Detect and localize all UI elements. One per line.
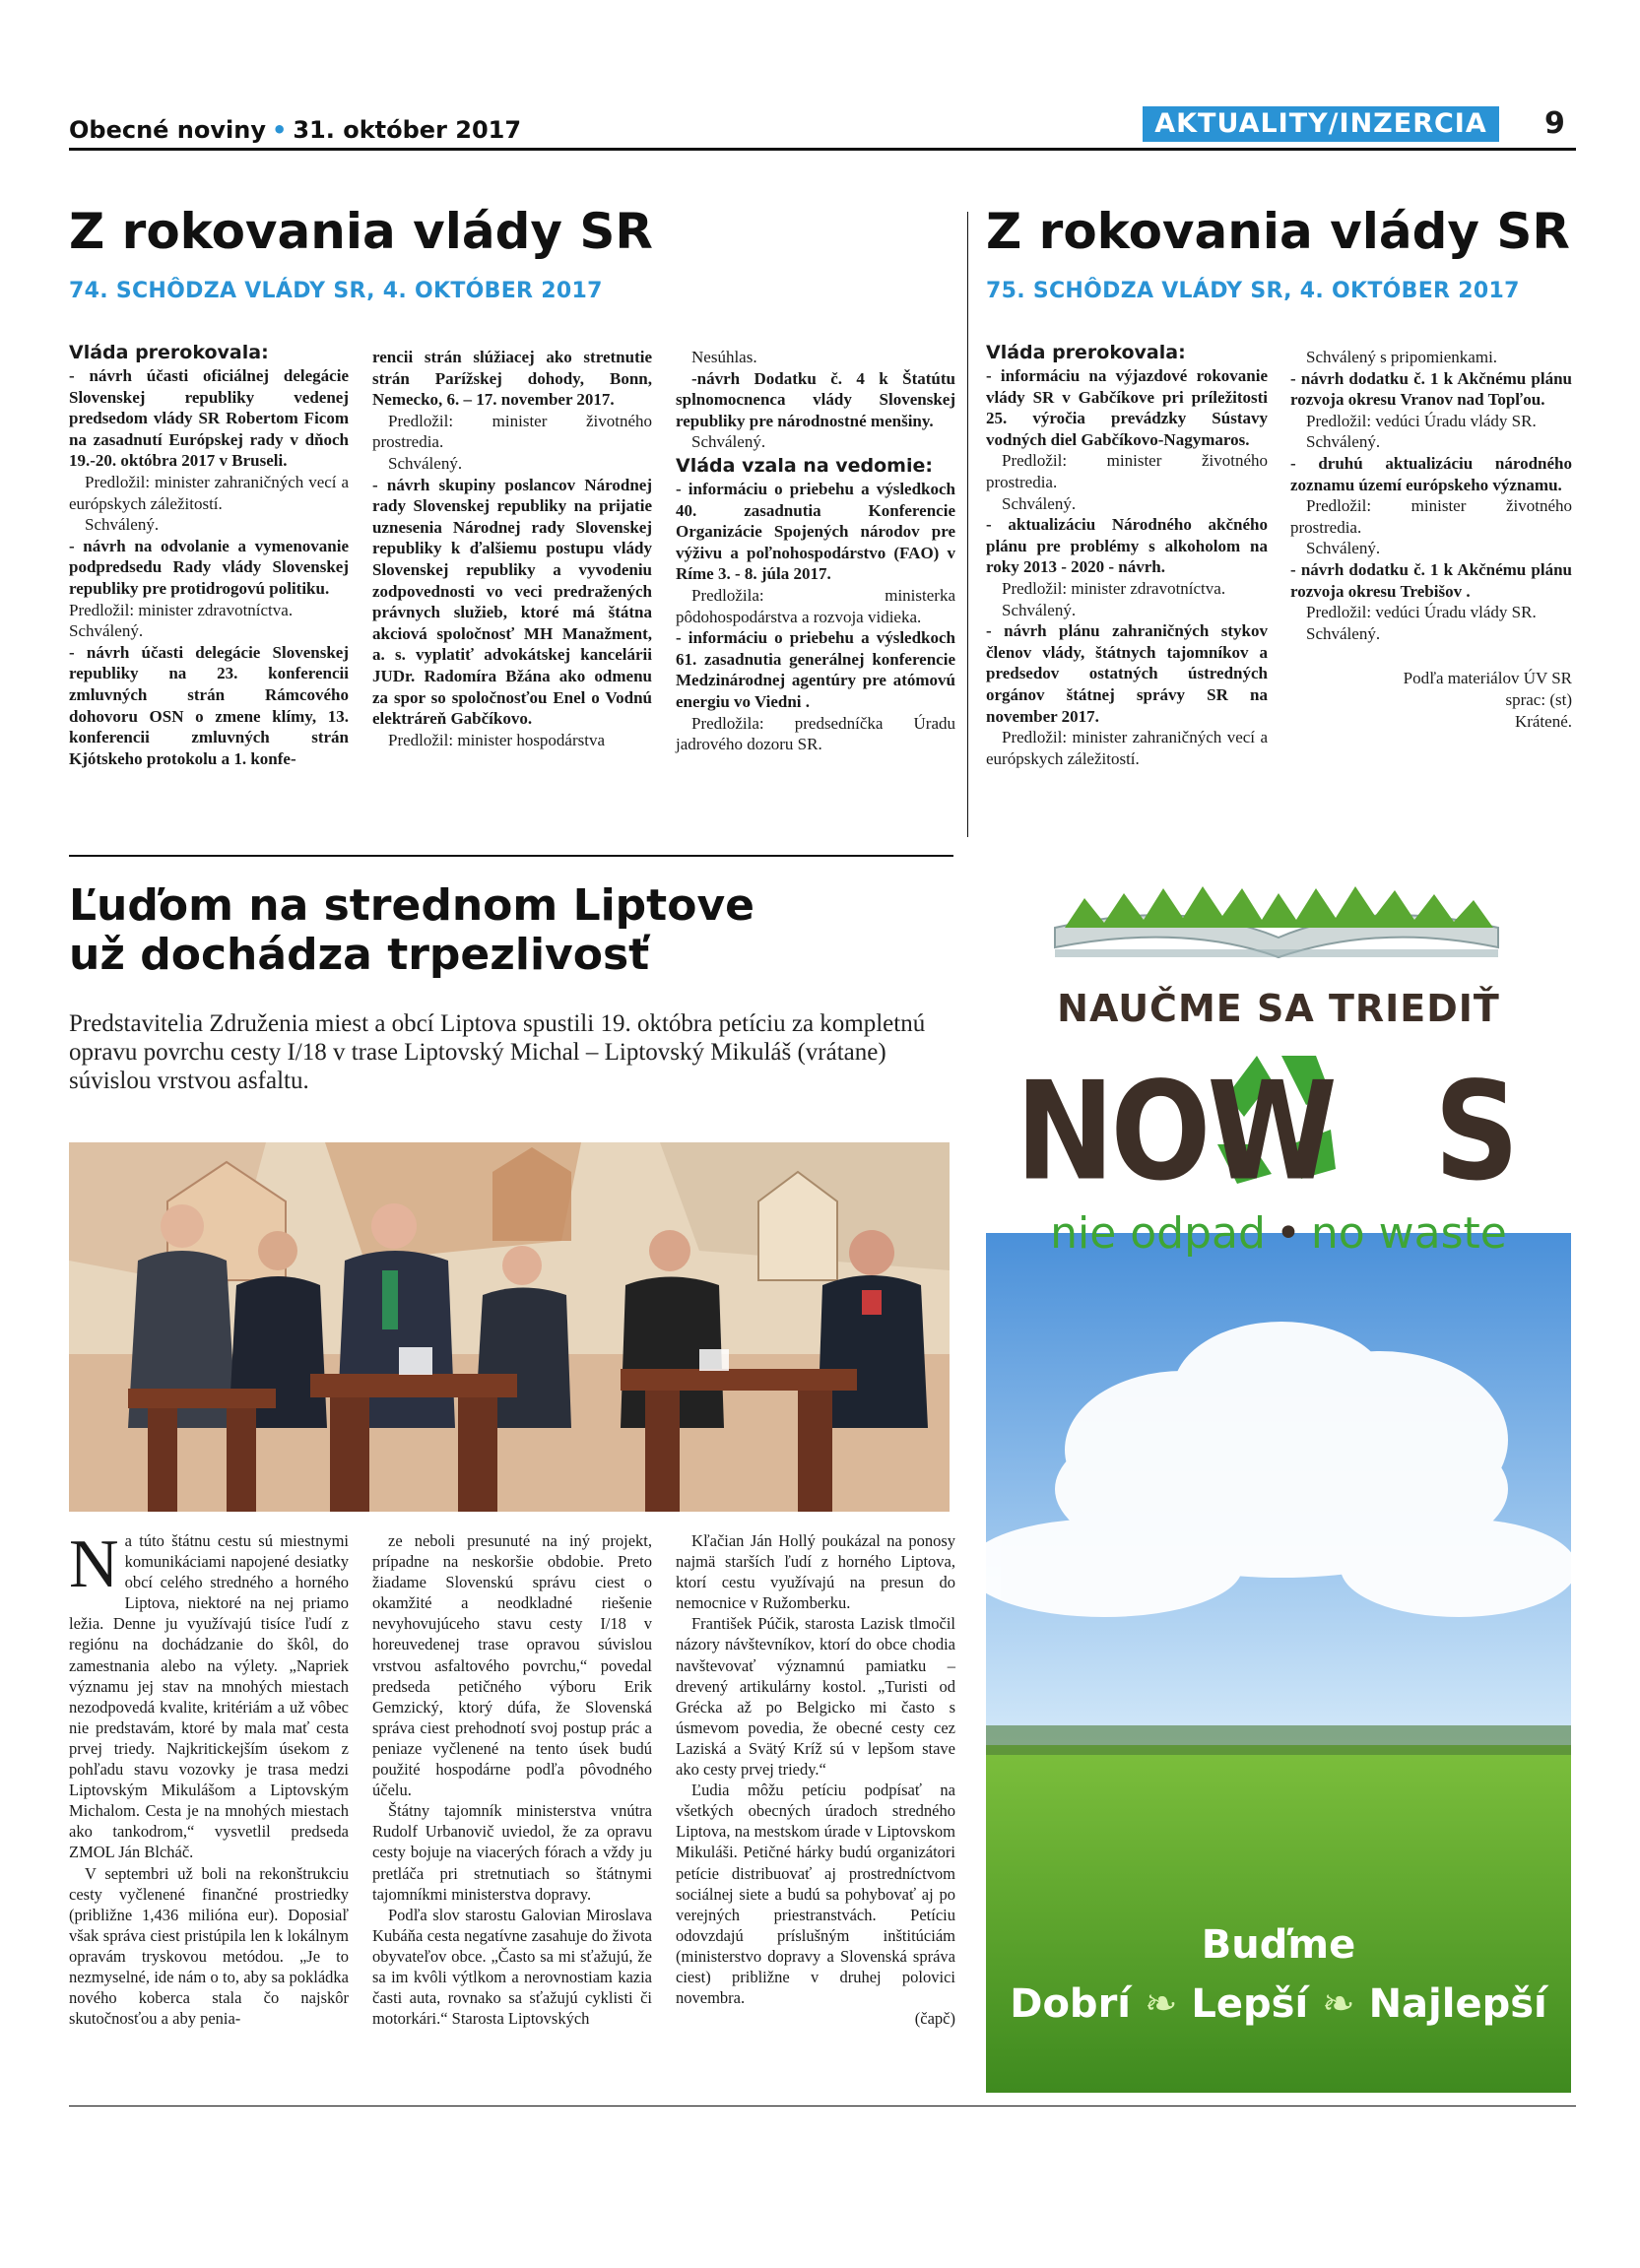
digest-paragraph: Predložil: minister životného prostredia. (372, 411, 652, 452)
article-paragraph (676, 1530, 955, 1613)
digest-paragraph (1290, 644, 1572, 668)
digest-paragraph: Predložila: ministerka pôdohospodárstva a rozvoja vidieka. (676, 585, 955, 626)
main-article-lead: Predstavitelia Združenia miest a obcí Liptova spustili 19. októbra petíciu za kompletnú opravu povrchu cesty I/18 v trase Liptovský Michal – Liptovský Mikuláš (vrátane) súvislou vrstvou asfaltu. (69, 1010, 926, 1094)
ad-slogan-word-3: Najlepší (1368, 1981, 1547, 2027)
body-paragraph: ze neboli presunuté na iný projekt, prípadne na neskoršie obdobie. Preto žiadame Slovenskú správu ciest o okamžité a neodkladné riešenie nevyhovujúceho stavu cesty I/18 v horeuvedenej trase opravou súvislou vrstvou asfaltového povrchu,“ povedal predseda petičného výboru Erik Gemzický, ktorý dúfa, že Slovenská správa ciest prehodnotí svoj postup prác a peniaze vyčlenené na tento úsek budú použité hospodárne podľa pôvodného účelu. (372, 1531, 652, 1800)
press-conference-photo (69, 1142, 950, 1512)
digest-paragraph: Predložil: minister zdravotníctva. (69, 600, 294, 619)
ad-logo-left: NOW (1016, 1054, 1334, 1211)
left-article-title: Z rokovania vlády SR (69, 203, 653, 260)
digest-paragraph: - návrh plánu zahraničných stykov členov vlády, štátnych tajomníkov a predsedov ostatných ústredných orgánov štátnej správy SR na november 2017. (986, 621, 1268, 726)
digest-paragraph: - návrh skupiny poslancov Národnej rady Slovenskej republiky na prijatie uznesenia Národnej rady Slovenskej republiky k ďalšiemu postupu vlády Slovenskej republiky a vyvodeniu zodpovednosti vo veci predražených právnych služieb, ktoré má štátna akciová spoločnosť MH Manažment, a. s. vyplatiť advokátskej kancelárii JUDr. Radomíra Bžána ako odmenu za spor so spoločnosťou Enel o Vodnú elektráreň Gabčíkovo. (372, 475, 652, 729)
right-article-subtitle: 75. SCHÔDZA VLÁDY SR, 4. OKTÓBER 2017 (986, 279, 1520, 303)
digest-paragraph: Predložil: minister zdravotníctva. (1002, 578, 1226, 598)
digest-paragraph: - návrh účasti oficiálnej delegácie Slovenskej republiky vedenej predsedom vlády SR Robertom Ficom na zasadnutí Európskej rady v dňoch 19.-20. októbra 2017 v Bruseli. (69, 366, 349, 471)
digest-paragraph: - návrh dodatku č. 1 k Akčnému plánu rozvoja okresu Trebišov . (1290, 559, 1572, 601)
digest-paragraph: - návrh účasti delegácie Slovenskej republiky na 23. konferencii zmluvných strán Rámcového dohovoru OSN o zmene klímy, 13. konferencii zmluvných strán Kjótskeho protokolu a 1. konfe- (69, 642, 349, 768)
page-header (69, 106, 1576, 150)
article-paragraph (372, 1530, 652, 1800)
main-article-column-2 (372, 1530, 652, 2029)
article-paragraph (676, 1780, 955, 2008)
main-article-title (69, 881, 754, 980)
section-rule (69, 855, 953, 857)
section-kicker: Vláda prerokovala: (69, 342, 269, 363)
digest-paragraph: Schválený. (1002, 493, 1077, 513)
issue-date: 31. október 2017 (293, 116, 522, 144)
digest-paragraph: Predložil: minister životného prostredia. (986, 451, 1268, 491)
section-kicker: Vláda prerokovala: (986, 342, 1186, 363)
ad-slogan-word-2: Lepší (1191, 1981, 1309, 2027)
main-title-line-2: už dochádza trpezlivosť (69, 930, 650, 980)
body-paragraph: Kľačian Ján Hollý poukázal na ponosy najmä starších ľudí z horného Liptova, ktorí cestu využívajú na presun do nemocnice v Ružomberku. (676, 1531, 955, 1613)
digest-paragraph: Schválený. (691, 432, 766, 452)
separator-dot: • (271, 116, 288, 144)
digest-paragraph: Schválený. (69, 621, 144, 641)
digest-paragraph: Podľa materiálov ÚV SR (1403, 669, 1572, 688)
digest-paragraph: Predložil: vedúci Úradu vlády SR. (1306, 411, 1537, 430)
paper-name: Obecné noviny (69, 116, 266, 144)
digest-paragraph: - druhú aktualizáciu národného zoznamu území európskeho významu. (1290, 453, 1572, 494)
digest-paragraph: Predložil: minister hospodárstva (388, 730, 606, 749)
left-article-column-1 (69, 340, 349, 769)
advertisement (986, 859, 1571, 2093)
right-article-column-2 (1290, 347, 1572, 732)
ad-headline: NAUČME SA TRIEDIŤ (1057, 987, 1500, 1030)
main-title-line-1: Ľuďom na strednom Liptove (69, 880, 754, 931)
masthead (69, 116, 521, 144)
digest-paragraph: Schválený. (1002, 600, 1077, 619)
body-paragraph: Podľa slov starostu Galovian Miroslava Kubáňa cesta negatívne zasahuje do života obyvateľov obce. „Často sa mi sťažujú, že sa im kvôli výtlkom a nerovnostiam kazia časti auta, rovnako sa sťažujú cyklisti či motorkári.“ Starosta Liptovských (372, 1905, 652, 2029)
body-paragraph: František Púčik, starosta Lazisk tlmočil názory návštevníkov, ktorí do obce chodia navštevovať významnú pamiatku – drevený artikulárny kostol. „Turisti od Grécka až po Belgicko mi často s úsmevom povedia, že obecné cesty cez Laziská a Svätý Kríž sú v lepšom stave ako cesty prvej triedy.“ (676, 1614, 955, 1780)
digest-paragraph: Schválený. (1306, 539, 1381, 558)
bullet-dot: • (1275, 1208, 1301, 1259)
ad-tagline-left: nie odpad (1050, 1208, 1266, 1259)
ad-tagline (986, 1208, 1571, 1259)
digest-paragraph: Schválený. (85, 515, 160, 535)
left-article-column-2 (372, 347, 652, 750)
body-paragraph: Štátny tajomník ministerstva vnútra Rudolf Urbanovič uviedol, že za opravu cesty bojuje na viacerých fórach a vždy ju pretláča pri stretnutiach so štátnymi tajomníkmi ministerstva dopravy. (372, 1801, 652, 1904)
leaf-icon: ❧ (1322, 1981, 1355, 2027)
digest-paragraph: sprac: (st) (1505, 689, 1572, 709)
body-paragraph: V septembri už boli na rekonštrukciu cesty vyčlenené finančné prostriedky (približne 1,436 milióna eur). Doposiaľ však správa ciest pristúpila len k lokálnym opravám tryskovou metódou. „Je to nezmyselné, ide nám o to, aby sa pokládka nového koberca stala čo najskôr skutočnosťou a aby penia- (69, 1863, 349, 2029)
digest-paragraph: - návrh na odvolanie a vymenovanie podpredsedu Rady vlády Slovenskej republiky pre protidrogovú politiku. (69, 536, 349, 598)
ad-slogan (986, 1981, 1571, 2027)
article-paragraph (372, 1905, 652, 2030)
body-paragraph: a túto štátnu cestu sú miestnymi komunikáciami napojené desiatky obcí celého stredného a horného Liptova, niektoré na nej priamo ležia. Denne ju využívajú tisíce ľudí z regiónu na dochádzanie do škôl, do zamestnania alebo na výlety. „Napriek významu jej stav na mnohých miestach nezodpovedá kvalite, kritériám a už vôbec nie predstavám, ktoré by mala mať cesta prvej triedy. Najkritickejším úsekom z pohľadu stavu vozovky je trasa medzi Liptovským Mikulášom a Liptovským Michalom. Cesta je na mnohých miestach ako tankodrom,“ vysvetlil predseda ZMOL Ján Blcháč. (69, 1531, 349, 1862)
body-paragraph: Ľudia môžu petíciu podpísať na všetkých obecných úradoch stredného Liptova, na mestskom úrade v Liptovskom Mikuláši. Petičné hárky budú organizátori petície distribuovať aj prostredníctvom sociálnej siete a budú sa pohybovať aj po verejných priestranstvách. Petíciu odovzdajú príslušným inštitúciám (ministerstvo dopravy a Slovenská správa ciest) približne v druhej polovici novembra. (676, 1781, 955, 2008)
right-article-title: Z rokovania vlády SR (986, 203, 1570, 260)
author-signature: (čapč) (914, 2009, 955, 2029)
article-paragraph (372, 1800, 652, 1904)
digest-paragraph: Predložila: predsedníčka Úradu jadrového dozoru SR. (676, 713, 955, 754)
ad-slogan-word-1: Dobrí (1010, 1981, 1132, 2027)
article-paragraph (69, 1526, 349, 1863)
digest-paragraph: - informáciu na výjazdové rokovanie vlády SR v Gabčíkove pri príležitosti 25. výročia prevádzky Sústavy vodných diel Gabčíkovo-Nagymaros. (986, 366, 1268, 449)
right-article-column-1 (986, 340, 1268, 769)
column-divider (967, 212, 968, 837)
article-paragraph (69, 1863, 349, 2030)
digest-paragraph: Predložil: minister zahraničných vecí a európskych záležitostí. (986, 728, 1268, 768)
ad-logo (986, 1054, 1571, 1211)
left-article-subtitle: 74. SCHÔDZA VLÁDY SR, 4. OKTÓBER 2017 (69, 279, 603, 303)
drop-cap: N (69, 1526, 119, 1602)
leaf-icon: ❧ (1144, 1981, 1178, 2027)
digest-paragraph: -návrh Dodatku č. 4 k Štatútu splnomocnenca vlády Slovenskej republiky pre národnostné menšiny. (676, 368, 955, 430)
section-label: AKTUALITY/INZERCIA (1143, 106, 1499, 142)
left-article-column-3 (676, 347, 955, 755)
digest-paragraph: Schválený. (1306, 623, 1381, 643)
digest-paragraph: - informáciu o priebehu a výsledkoch 40. zasadnutia Konferencie Organizácie Spojených národov pre výživu a poľnohospodárstvo (FAO) v Ríme 3. - 8. júla 2017. (676, 479, 955, 584)
digest-paragraph: - aktualizáciu Národného akčného plánu pre problémy s alkoholom na roky 2013 - 2020 - návrh. (986, 515, 1268, 577)
digest-paragraph: Predložil: minister zahraničných vecí a európskych záležitostí. (69, 472, 349, 513)
main-article-column-3 (676, 1530, 955, 2029)
header-rule (69, 148, 1576, 151)
digest-paragraph: Schválený. (1306, 432, 1381, 452)
digest-paragraph: - informáciu o priebehu a výsledkoch 61. zasadnutia generálnej konferencie Medzinárodnej agentúry pre atómovú energiu vo Viedni . (676, 628, 955, 711)
ad-tagline-right: no waste (1310, 1208, 1507, 1259)
recycle-icon (1226, 1073, 1335, 1182)
digest-paragraph: Nesúhlas. (691, 348, 757, 366)
page-number: 9 (1544, 106, 1565, 141)
digest-paragraph: Schválený s pripomienkami. (1306, 348, 1498, 366)
ad-slogan-top: Buďme (1201, 1922, 1356, 1968)
section-kicker: Vláda vzala na vedomie: (676, 454, 933, 477)
digest-paragraph: rencii strán slúžiacej ako stretnutie strán Parížskej dohody, Bonn, Nemecko, 6. – 17. november 2017. (372, 348, 652, 410)
digest-paragraph: Schválený. (388, 453, 463, 473)
ad-logo-right: S (1434, 1054, 1520, 1211)
digest-paragraph: Predložil: vedúci Úradu vlády SR. (1306, 603, 1537, 622)
digest-paragraph: Predložil: minister životného prostredia. (1290, 496, 1572, 537)
digest-paragraph: Krátené. (1514, 711, 1572, 731)
digest-paragraph: - návrh dodatku č. 1 k Akčnému plánu rozvoja okresu Vranov nad Topľou. (1290, 368, 1572, 410)
main-article-column-1 (69, 1526, 349, 2029)
article-paragraph (676, 1613, 955, 1780)
